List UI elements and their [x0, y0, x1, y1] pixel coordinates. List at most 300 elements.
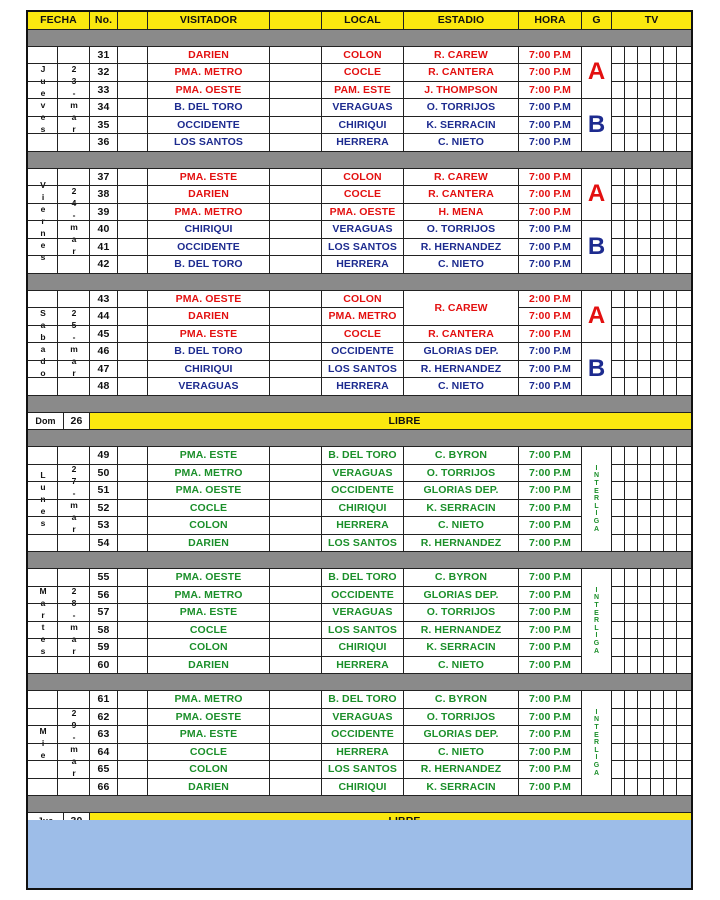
day-letter: r [41, 215, 45, 226]
header-g: G [582, 12, 612, 29]
blank-cell [270, 221, 322, 238]
tv-slot [651, 726, 664, 743]
local-team: OCCIDENTE [322, 587, 404, 604]
tv-slot [651, 709, 664, 726]
stadium: C. NIETO [404, 657, 519, 674]
local-team: HERRERA [322, 256, 404, 273]
visitor-team: PMA. ESTE [148, 726, 270, 743]
tv-slot [664, 343, 677, 360]
stadium: K. SERRACIN [404, 500, 519, 517]
stadium: C. NIETO [404, 378, 519, 395]
game-time: 7:00 P.M [519, 535, 582, 552]
game-number: 43 [90, 291, 118, 308]
visitor-team: DARIEN [148, 47, 270, 64]
game-time: 7:00 P.M [519, 134, 582, 151]
interliga-letter: L [594, 746, 599, 754]
day-letter: a [40, 598, 46, 608]
blank-cell [118, 447, 148, 464]
tv-slot [638, 186, 651, 203]
tv-slot [638, 726, 651, 743]
blank-cell [118, 239, 148, 256]
tv-slot [638, 221, 651, 238]
tv-slot [625, 308, 638, 325]
game-number: 57 [90, 604, 118, 621]
tv-slot [625, 622, 638, 639]
tv-slot [612, 204, 625, 221]
tv-slot [638, 361, 651, 378]
game-number: 52 [90, 500, 118, 517]
tv-slot [638, 99, 651, 116]
game-time: 7:00 P.M [519, 587, 582, 604]
game-time: 7:00 P.M [519, 639, 582, 656]
tv-slot [612, 465, 625, 482]
date-char: - [72, 87, 76, 98]
blank-cell [270, 691, 322, 708]
date-char: 4 [71, 197, 77, 208]
tv-slot [664, 221, 677, 238]
day-letter: e [40, 634, 46, 644]
date-char: r [72, 524, 76, 534]
local-team: COCLE [322, 64, 404, 81]
interliga-letter: R [593, 617, 600, 625]
tv-slot [638, 691, 651, 708]
tv-slot [677, 47, 691, 64]
local-team: COCLE [322, 326, 404, 343]
interliga-letter: R [593, 495, 600, 503]
tv-slot [612, 221, 625, 238]
tv-slot [638, 482, 651, 499]
day-letter: a [40, 319, 46, 330]
tv-slot [677, 639, 691, 656]
tv-slot [612, 378, 625, 395]
tv-slot [625, 779, 638, 796]
date-char: m [70, 622, 78, 632]
visitor-team: PMA. METRO [148, 587, 270, 604]
tv-slot [677, 604, 691, 621]
blank-cell [118, 117, 148, 134]
blank-cell [118, 639, 148, 656]
tv-slot [651, 517, 664, 534]
game-time: 7:00 P.M [519, 256, 582, 273]
tv-slot [651, 99, 664, 116]
visitor-team: PMA. ESTE [148, 604, 270, 621]
date-char: r [72, 646, 76, 656]
blank-cell [118, 204, 148, 221]
game-number: 38 [90, 186, 118, 203]
visitor-team: PMA. METRO [148, 691, 270, 708]
tv-slot [612, 117, 625, 134]
tv-slot [677, 343, 691, 360]
visitor-team: CHIRIQUI [148, 361, 270, 378]
visitor-team: OCCIDENTE [148, 239, 270, 256]
tv-slot [612, 361, 625, 378]
stadium: R. HERNANDEZ [404, 239, 519, 256]
tv-slot [664, 47, 677, 64]
visitor-team: COCLE [148, 500, 270, 517]
day-letter: u [40, 75, 46, 86]
tv-slot [612, 482, 625, 499]
tv-slot [612, 604, 625, 621]
blank-cell [270, 744, 322, 761]
game-number: 46 [90, 343, 118, 360]
stadium: GLORIAS DEP. [404, 482, 519, 499]
day-letter: J [40, 63, 46, 74]
game-time: 7:00 P.M [519, 326, 582, 343]
stadium: R. CANTERA [404, 186, 519, 203]
game-number: 34 [90, 99, 118, 116]
tv-slot [612, 64, 625, 81]
date-char: a [71, 634, 77, 644]
visitor-team: DARIEN [148, 186, 270, 203]
header-row [28, 12, 691, 30]
tv-slot [625, 500, 638, 517]
tv-slot [677, 709, 691, 726]
date-char: r [72, 367, 76, 378]
day-letter: t [41, 622, 45, 632]
game-number: 64 [90, 744, 118, 761]
tv-slot [651, 239, 664, 256]
date-char: m [70, 343, 78, 354]
blank-cell [118, 482, 148, 499]
tv-slot [651, 604, 664, 621]
visitor-team: COCLE [148, 622, 270, 639]
blank-cell [118, 64, 148, 81]
tv-slot [612, 169, 625, 186]
tv-slot [651, 500, 664, 517]
tv-slot [638, 622, 651, 639]
interliga-label [582, 569, 612, 674]
tv-slot [651, 622, 664, 639]
group-b-label: B [582, 221, 612, 274]
tv-slot [625, 744, 638, 761]
date-char: a [71, 756, 77, 766]
interliga-letter: L [594, 624, 599, 632]
local-team: B. DEL TORO [322, 447, 404, 464]
blank-cell [270, 657, 322, 674]
row-separator [28, 396, 691, 413]
day-letter: e [40, 111, 46, 122]
date-char: 2 [71, 464, 77, 474]
date-char: - [72, 209, 76, 220]
day-letter: s [40, 518, 46, 528]
local-team: HERRERA [322, 134, 404, 151]
game-time: 7:00 P.M [519, 465, 582, 482]
day-letter: e [40, 506, 46, 516]
blank-cell [118, 47, 148, 64]
tv-slot [651, 779, 664, 796]
interliga-letter: I [595, 632, 598, 640]
interliga-letter: R [593, 739, 600, 747]
interliga-letter: N [593, 594, 600, 602]
libre-row [28, 413, 691, 431]
tv-slot [612, 569, 625, 586]
local-team: VERAGUAS [322, 221, 404, 238]
blank-cell [118, 82, 148, 99]
visitor-team: PMA. ESTE [148, 169, 270, 186]
blank-cell [270, 361, 322, 378]
tv-slot [625, 221, 638, 238]
date-char: a [71, 355, 77, 366]
tv-slot [677, 134, 691, 151]
local-team: COLON [322, 169, 404, 186]
tv-slot [612, 535, 625, 552]
tv-slot [677, 761, 691, 778]
game-number: 49 [90, 447, 118, 464]
blank-cell [118, 99, 148, 116]
game-number: 36 [90, 134, 118, 151]
game-time: 7:00 P.M [519, 604, 582, 621]
day-letter: L [40, 470, 46, 480]
stadium: C. BYRON [404, 569, 519, 586]
tv-slot [612, 622, 625, 639]
game-time: 7:00 P.M [519, 117, 582, 134]
tv-slot [677, 587, 691, 604]
interliga-letter: L [594, 502, 599, 510]
tv-slot [625, 117, 638, 134]
game-time: 7:00 P.M [519, 378, 582, 395]
tv-slot [677, 64, 691, 81]
game-time: 7:00 P.M [519, 761, 582, 778]
tv-slot [651, 221, 664, 238]
stadium: R. CAREW [404, 169, 519, 186]
tv-slot [612, 709, 625, 726]
date-char: a [71, 233, 77, 244]
tv-slot [612, 517, 625, 534]
date-char: 2 [71, 708, 77, 718]
tv-slot [638, 447, 651, 464]
tv-slot [664, 587, 677, 604]
local-team: LOS SANTOS [322, 761, 404, 778]
blank-cell [270, 326, 322, 343]
row-separator [28, 274, 691, 291]
game-time: 7:00 P.M [519, 361, 582, 378]
tv-slot [612, 447, 625, 464]
visitor-team: LOS SANTOS [148, 134, 270, 151]
blank-cell [118, 326, 148, 343]
visitor-team: PMA. OESTE [148, 482, 270, 499]
tv-slot [612, 186, 625, 203]
visitor-team: PMA. ESTE [148, 447, 270, 464]
tv-slot [651, 569, 664, 586]
tv-slot [664, 517, 677, 534]
tv-slot [677, 569, 691, 586]
tv-slot [651, 535, 664, 552]
game-number: 63 [90, 726, 118, 743]
visitor-team: CHIRIQUI [148, 221, 270, 238]
blank-cell [118, 535, 148, 552]
local-team: HERRERA [322, 378, 404, 395]
blank-cell [270, 726, 322, 743]
game-time: 7:00 P.M [519, 709, 582, 726]
tv-slot [625, 361, 638, 378]
tv-slot [625, 378, 638, 395]
tv-slot [651, 482, 664, 499]
tv-slot [638, 117, 651, 134]
day-letter: s [40, 123, 46, 134]
tv-slot [651, 256, 664, 273]
tv-slot [638, 500, 651, 517]
tv-slot [638, 134, 651, 151]
visitor-team: COLON [148, 639, 270, 656]
day-letter: V [40, 179, 46, 190]
tv-slot [638, 779, 651, 796]
interliga-letter: I [595, 586, 598, 594]
day-letter: s [40, 646, 46, 656]
stadium: C. NIETO [404, 256, 519, 273]
tv-slot [625, 761, 638, 778]
tv-slot [625, 639, 638, 656]
tv-slot [664, 500, 677, 517]
tv-slot [664, 761, 677, 778]
tv-slot [638, 657, 651, 674]
day-letter: i [41, 738, 45, 748]
game-number: 53 [90, 517, 118, 534]
visitor-team: B. DEL TORO [148, 343, 270, 360]
local-team: PMA. METRO [322, 308, 404, 325]
blank-cell [270, 343, 322, 360]
game-time: 7:00 P.M [519, 744, 582, 761]
local-team: CHIRIQUI [322, 117, 404, 134]
tv-slot [651, 82, 664, 99]
blank-cell [270, 639, 322, 656]
tv-slot [677, 221, 691, 238]
visitor-team: PMA. ESTE [148, 326, 270, 343]
group-b-label: B [582, 343, 612, 396]
visitor-team: COCLE [148, 744, 270, 761]
visitor-team: PMA. OESTE [148, 569, 270, 586]
tv-slot [625, 134, 638, 151]
tv-slot [638, 761, 651, 778]
stadium: C. BYRON [404, 691, 519, 708]
tv-slot [651, 378, 664, 395]
tv-slot [625, 447, 638, 464]
blank-cell [270, 517, 322, 534]
interliga-letter: G [593, 639, 600, 647]
local-team: PMA. OESTE [322, 204, 404, 221]
blank-cell [270, 239, 322, 256]
stadium: R. CANTERA [404, 326, 519, 343]
interliga-label [582, 447, 612, 552]
blank-cell [118, 569, 148, 586]
date-char: 2 [71, 63, 77, 74]
local-team: VERAGUAS [322, 465, 404, 482]
tv-slot [664, 378, 677, 395]
tv-slot [677, 779, 691, 796]
game-time: 7:00 P.M [519, 482, 582, 499]
game-number: 56 [90, 587, 118, 604]
blank-cell [118, 378, 148, 395]
day-letter: b [40, 331, 46, 342]
blank-cell [118, 169, 148, 186]
tv-slot [612, 256, 625, 273]
game-time: 7:00 P.M [519, 64, 582, 81]
interliga-letter: N [593, 472, 600, 480]
tv-slot [677, 500, 691, 517]
header-tv: TV [612, 12, 691, 29]
interliga-letter: T [594, 480, 599, 488]
blank-cell [118, 308, 148, 325]
game-number: 37 [90, 169, 118, 186]
tv-slot [612, 744, 625, 761]
tv-slot [664, 186, 677, 203]
stadium: O. TORRIJOS [404, 99, 519, 116]
tv-slot [664, 482, 677, 499]
tv-slot [612, 779, 625, 796]
tv-slot [625, 64, 638, 81]
stadium: R. HERNANDEZ [404, 535, 519, 552]
blank-cell [270, 761, 322, 778]
tv-slot [612, 691, 625, 708]
stadium: O. TORRIJOS [404, 465, 519, 482]
blank-cell [270, 134, 322, 151]
tv-slot [651, 744, 664, 761]
stadium: C. BYRON [404, 447, 519, 464]
stadium: R. HERNANDEZ [404, 622, 519, 639]
date-char: - [72, 488, 76, 498]
date-char: 2 [71, 185, 77, 196]
tv-slot [638, 517, 651, 534]
tv-slot [677, 517, 691, 534]
blank-cell [270, 256, 322, 273]
tv-slot [664, 134, 677, 151]
tv-slot [625, 535, 638, 552]
tv-slot [677, 204, 691, 221]
visitor-team: PMA. OESTE [148, 709, 270, 726]
day-letter: n [40, 227, 46, 238]
tv-slot [612, 82, 625, 99]
game-number: 35 [90, 117, 118, 134]
tv-slot [651, 587, 664, 604]
tv-slot [651, 657, 664, 674]
game-number: 61 [90, 691, 118, 708]
tv-slot [651, 761, 664, 778]
blank-cell [270, 47, 322, 64]
stadium: R. HERNANDEZ [404, 361, 519, 378]
date-char: 7 [71, 476, 77, 486]
blank-cell [118, 761, 148, 778]
row-separator [28, 430, 691, 447]
game-time: 7:00 P.M [519, 622, 582, 639]
date-char: m [70, 99, 78, 110]
tv-slot [651, 343, 664, 360]
tv-slot [612, 308, 625, 325]
tv-slot [625, 169, 638, 186]
blank-cell [118, 779, 148, 796]
tv-slot [664, 326, 677, 343]
local-team: COLON [322, 47, 404, 64]
local-team: HERRERA [322, 744, 404, 761]
tv-slot [638, 535, 651, 552]
visitor-team: PMA. METRO [148, 64, 270, 81]
tv-slot [651, 691, 664, 708]
libre-date: 26 [64, 413, 90, 430]
tv-slot [664, 604, 677, 621]
tv-slot [638, 604, 651, 621]
date-char: - [72, 610, 76, 620]
stadium: J. THOMPSON [404, 82, 519, 99]
tv-slot [612, 639, 625, 656]
day-letter: o [40, 367, 46, 378]
row-separator [28, 674, 691, 691]
stadium: H. MENA [404, 204, 519, 221]
tv-slot [625, 47, 638, 64]
tv-slot [651, 186, 664, 203]
game-time: 7:00 P.M [519, 186, 582, 203]
game-number: 32 [90, 64, 118, 81]
tv-slot [612, 500, 625, 517]
day-letter: M [39, 586, 47, 596]
interliga-label [582, 691, 612, 796]
